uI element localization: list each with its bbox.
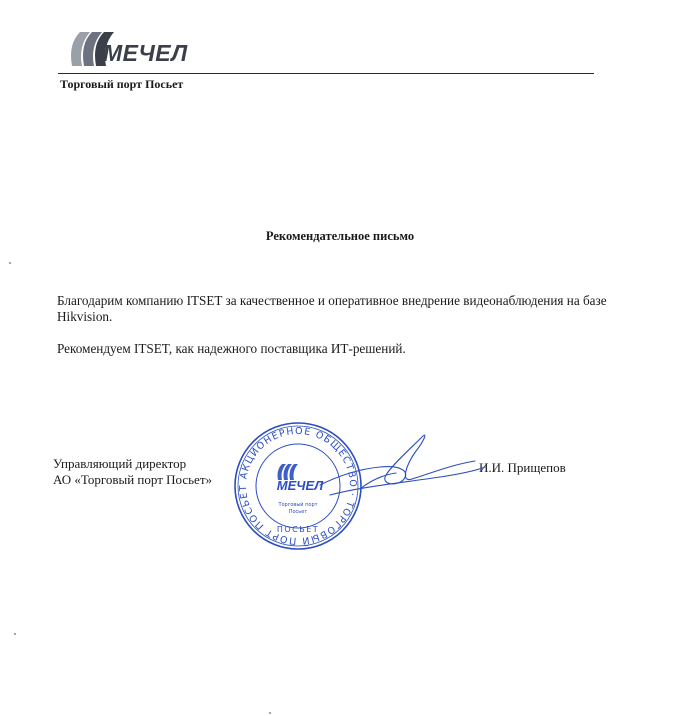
svg-text:ПОСЬЕТ: ПОСЬЕТ [276,525,320,534]
company-stamp [232,420,364,552]
svg-text:Торговый порт: Торговый порт [278,502,318,508]
signatory-name: И.И. Прищепов [479,460,566,475]
document-title: Рекомендательное письмо [265,229,415,243]
svg-text:МЕЧЕЛ: МЕЧЕЛ [276,478,324,493]
subsidiary-name: Торговый порт Посьет [60,77,184,91]
scan-speck [9,262,11,264]
paragraph-gratitude: Благодарим компанию ITSET за качественное и оперативное внедрение видеонаблюдения на базе Hikvision. [57,293,607,324]
scan-speck [269,712,271,714]
company-logo-text: МЕЧЕЛ [103,40,188,66]
svg-text:АКЦИОНЕРНОЕ ОБЩЕСТВО · ТОРГОВЫ: АКЦИОНЕРНОЕ ОБЩЕСТВО · ТОРГОВЫЙ ПОРТ ПОСЬЕТ [237,425,359,547]
svg-text:Посьет: Посьет [288,509,308,515]
paragraph-recommendation: Рекомендуем ITSET, как надежного поставщика ИТ-решений. [57,341,406,356]
scan-speck [14,633,16,635]
header-divider [58,73,594,74]
signatory-position [53,456,212,488]
position-line-2: АО «Торговый порт Посьет» [53,472,213,487]
position-line-1: Управляющий директор [53,456,187,471]
